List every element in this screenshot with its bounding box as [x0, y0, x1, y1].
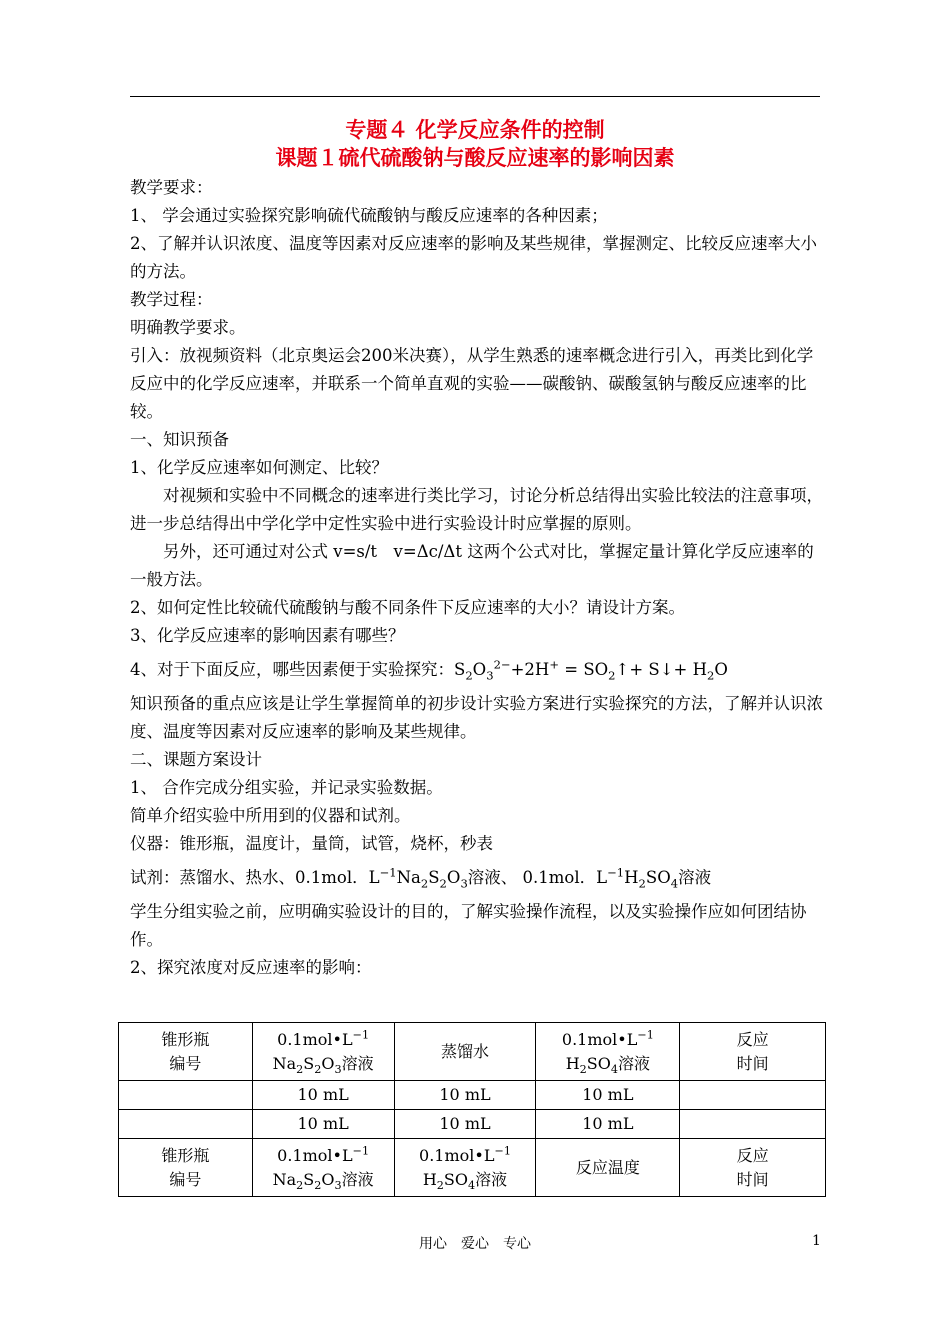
paragraph: 2、探究浓度对反应速率的影响： [130, 958, 372, 977]
paragraph: 3、化学反应速率的影响因素有哪些？ [130, 626, 405, 645]
table-cell: 10 mL [252, 1081, 394, 1110]
paragraph: 1、化学反应速率如何测定、比较？ [130, 458, 388, 477]
table-cell [680, 1110, 826, 1139]
table-cell: 10 mL [394, 1081, 536, 1110]
header-flask-number: 锥形瓶 编号 [119, 1139, 253, 1197]
header-rule [130, 96, 820, 97]
paragraph: 简单介绍实验中所用到的仪器和试剂。 [130, 806, 411, 825]
table-header-row [119, 1023, 826, 1081]
document-body [130, 174, 824, 982]
table-row [119, 1081, 826, 1110]
table-row [119, 1110, 826, 1139]
header-na2s2o3: $0.1mol•L^{-1}$ $Na_2S_2O_3$溶液 [252, 1139, 394, 1197]
section-heading: 二、课题方案设计 [130, 750, 262, 769]
header-flask-number: 锥形瓶 编号 [119, 1023, 253, 1081]
paragraph: 1、 合作完成分组实验，并记录实验数据。 [130, 778, 443, 797]
header-h2so4: $0.1mol•L^{-1}$ $H_2SO_4$溶液 [394, 1139, 536, 1197]
reagents-paragraph: 试剂：蒸馏水、热水、0.1mol．$L^{-1}Na_2S_2O_3$溶液、 0.1mol．$L^{-1}H_2SO_4$溶液 [130, 865, 712, 891]
paragraph: 2、了解并认识浓度、温度等因素对反应速率的影响及某些规律，掌握测定、比较反应速率大小的方法。 [130, 234, 817, 281]
header-na2s2o3: $0.1mol•L^{-1}$ $Na_2S_2O_3$溶液 [252, 1023, 394, 1081]
paragraph: 1、 学会通过实验探究影响硫代硫酸钠与酸反应速率的各种因素； [130, 206, 608, 225]
section-heading: 一、知识预备 [130, 430, 229, 449]
table-cell: 10 mL [536, 1110, 680, 1139]
table-cell: 10 mL [394, 1110, 536, 1139]
page-number: 1 [812, 1233, 821, 1249]
experiment-table [118, 1022, 826, 1197]
paragraph: 另外，还可通过对公式 v=s/t v=Δc/Δt 这两个公式对比，掌握定量计算化学反应速率的一般方法。 [130, 542, 814, 589]
paragraph: 明确教学要求。 [130, 318, 246, 337]
table-cell: 10 mL [252, 1110, 394, 1139]
footer-motto: 用心 爱心 专心 [419, 1236, 531, 1252]
paragraph: 知识预备的重点应该是让学生掌握简单的初步设计实验方案进行实验探究的方法，了解并认识浓度、温度等因素对反应速率的影响及某些规律。 [130, 694, 823, 741]
header-distilled-water: 蒸馏水 [394, 1023, 536, 1081]
paragraph: 学生分组实验之前，应明确实验设计的目的，了解实验操作流程，以及实验操作应如何团结协作。 [130, 902, 807, 949]
paragraph: 仪器：锥形瓶，温度计，量筒，试管，烧杯，秒表 [130, 834, 493, 853]
header-reaction-temperature: 反应温度 [536, 1139, 680, 1197]
lesson-title: 课题１硫代硫酸钠与酸反应速率的影响因素 [275, 146, 675, 170]
paragraph: 引入：放视频资料（北京奥运会200米决赛），从学生熟悉的速率概念进行引入，再类比到化学反应中的化学反应速率，并联系一个简单直观的实验——碳酸钠、碳酸氢钠与酸反应速率的比较。 [130, 346, 814, 421]
table-cell [680, 1081, 826, 1110]
table-cell: 10 mL [536, 1081, 680, 1110]
reaction-equation: $S_2O_3^{2-}+2H^+$ = $SO_2↑+$ S↓+ $H_2O$ [454, 657, 728, 683]
table-cell [119, 1081, 253, 1110]
paragraph: 教学过程： [130, 290, 213, 309]
header-reaction-time: 反应 时间 [680, 1139, 826, 1197]
reaction-paragraph: 4、对于下面反应，哪些因素便于实验探究：$S_2O_3^{2-}+2H^+$ = $SO_2↑+$ S↓+ $H_2O$ [130, 657, 728, 683]
topic-title: 专题４ 化学反应条件的控制 [345, 118, 605, 142]
table-cell [119, 1110, 253, 1139]
table-header-row [119, 1139, 826, 1197]
header-h2so4: $0.1mol•L^{-1}$ $H_2SO_4$溶液 [536, 1023, 680, 1081]
header-reaction-time: 反应 时间 [680, 1023, 826, 1081]
paragraph: 对视频和实验中不同概念的速率进行类比学习，讨论分析总结得出实验比较法的注意事项，进一步总结得出中学化学中定性实验中进行实验设计时应掌握的原则。 [130, 486, 823, 533]
paragraph: 2、如何定性比较硫代硫酸钠与酸不同条件下反应速率的大小？请设计方案。 [130, 598, 685, 617]
paragraph: 教学要求： [130, 178, 213, 197]
